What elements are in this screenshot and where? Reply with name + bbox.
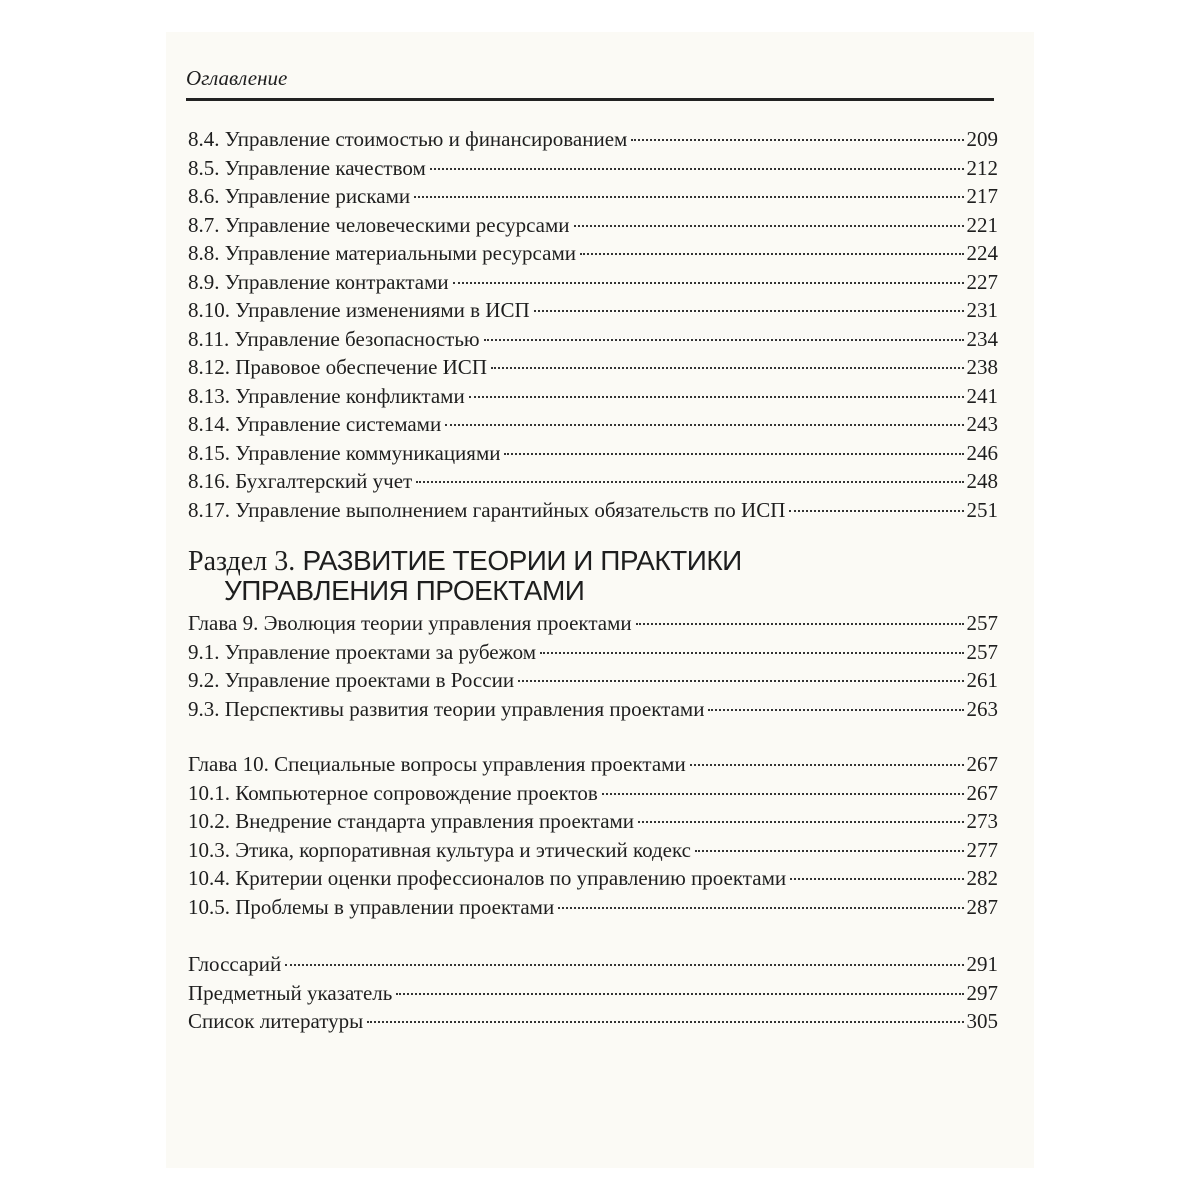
toc-entry [188,154,998,183]
toc-entry [188,353,998,382]
toc-entry [188,467,998,496]
toc-entry [188,211,998,240]
toc-entry-label: 8.17. Управление выполнением гарантийных обязательств по ИСП [188,497,786,522]
toc-entry-page: 246 [966,440,998,465]
dot-leader [491,367,964,369]
toc-list-chapter10 [188,750,998,921]
toc-entry-page: 248 [966,469,998,493]
dot-leader [534,310,964,312]
toc-entry [188,296,998,325]
dot-leader [540,652,963,654]
toc-entry-page: 277 [966,837,998,862]
toc-entry [188,1007,998,1036]
toc-entry-page: 257 [966,639,998,664]
toc-entry-label: 9.2. Управление проектами в России [188,668,515,692]
dot-leader [430,168,964,170]
dot-leader [558,907,963,909]
toc-entry-label: 9.3. Перспективы развития теории управления проектами [188,696,705,721]
toc-entry-page: 217 [966,184,998,208]
toc-entry-label: 8.16. Бухгалтерский учет [188,469,413,493]
toc-entry [188,638,998,667]
toc-entry-page: 227 [966,269,998,294]
toc-entry-page: 305 [966,1009,998,1033]
toc-entry-page: 243 [966,412,998,436]
toc-entry [188,496,998,525]
toc-list-chapter8 [188,125,998,524]
dot-leader [690,764,964,766]
toc-entry [188,979,998,1008]
dot-leader [631,139,963,141]
toc-entry [188,779,998,808]
toc-entry-page: 263 [966,696,998,721]
toc-entry-page: 209 [966,127,998,151]
toc-entry [188,695,998,724]
toc-entry [188,666,998,695]
toc-entry-label: 8.7. Управление человеческими ресурсами [188,212,570,237]
toc-entry [188,836,998,865]
toc-entry-page: 241 [966,383,998,408]
toc-entry-label: 10.4. Критерии оценки профессионалов по управлению проектами [188,866,787,890]
toc-entry-page: 238 [966,355,998,379]
dot-leader [445,424,963,426]
section-title [188,546,988,605]
toc-entry-label: 8.8. Управление материальными ресурсами [188,241,576,265]
toc-entry-label: 8.11. Управление безопасностью [188,326,480,351]
toc-entry [188,864,998,893]
section-title-line2: УПРАВЛЕНИЯ ПРОЕКТАМИ [224,575,585,606]
toc-entry-label: 8.5. Управление качеством [188,155,426,180]
toc-entry-page: 291 [966,952,998,976]
dot-leader [469,396,964,398]
toc-entry-label: 10.2. Внедрение стандарта управления проектами [188,809,635,833]
toc-entry-label: Глава 9. Эволюция теории управления проектами [188,611,632,635]
toc-entry [188,325,998,354]
toc-entry-label: 10.5. Проблемы в управлении проектами [188,894,555,919]
dot-leader [695,850,963,852]
dot-leader [574,225,964,227]
toc-entry-label: 8.14. Управление системами [188,412,442,436]
toc-entry-label: 8.6. Управление рисками [188,184,411,208]
dot-leader [636,623,964,625]
dot-leader [602,793,964,795]
toc-entry-label: 8.10. Управление изменениями в ИСП [188,298,530,322]
dot-leader [790,878,963,880]
toc-entry-page: 261 [966,668,998,692]
toc-entry-label: 10.3. Этика, корпоративная культура и этический кодекс [188,837,692,862]
toc-list-chapter9 [188,609,998,723]
toc-entry-page: 257 [966,611,998,635]
toc-entry-page: 287 [966,894,998,919]
toc-entry-page: 267 [966,780,998,805]
toc-entry-page: 221 [966,212,998,237]
toc-entry [188,410,998,439]
toc-entry [188,382,998,411]
toc-entry-label: Предметный указатель [188,980,393,1005]
toc-entry [188,950,998,979]
toc-entry [188,268,998,297]
toc-entry-page: 231 [966,298,998,322]
toc-list-back-matter [188,950,998,1036]
toc-entry [188,750,998,779]
toc-entry-page: 273 [966,809,998,833]
toc-entry-label: 8.12. Правовое обеспечение ИСП [188,355,487,379]
toc-entry-label: Список литературы [188,1009,364,1033]
toc-entry-page: 212 [966,155,998,180]
toc-entry-page: 251 [966,497,998,522]
dot-leader [518,680,963,682]
toc-entry [188,125,998,154]
toc-entry-label: 8.4. Управление стоимостью и финансированием [188,127,628,151]
toc-entry-page: 297 [966,980,998,1005]
toc-entry-page: 267 [966,752,998,776]
toc-entry-page: 282 [966,866,998,890]
toc-entry-label: 8.13. Управление конфликтами [188,383,465,408]
toc-entry [188,893,998,922]
section-title-line1: РАЗВИТИЕ ТЕОРИИ И ПРАКТИКИ [302,545,742,576]
toc-entry-page: 234 [966,326,998,351]
toc-entry-label: Глоссарий [188,952,282,976]
dot-leader [484,339,964,341]
running-title: Оглавление [186,66,288,90]
toc-entry [188,807,998,836]
dot-leader [708,709,963,711]
dot-leader [367,1021,963,1023]
dot-leader [638,821,963,823]
header-rule [186,98,994,101]
dot-leader [789,510,963,512]
dot-leader [580,253,964,255]
section-prefix: Раздел 3. [188,546,296,577]
toc-entry [188,439,998,468]
dot-leader [396,993,963,995]
dot-leader [453,282,964,284]
dot-leader [504,453,963,455]
toc-entry-label: Глава 10. Специальные вопросы управления проектами [188,752,686,776]
toc-entry-label: 8.9. Управление контрактами [188,269,449,294]
toc-entry-label: 8.15. Управление коммуникациями [188,440,501,465]
dot-leader [414,196,963,198]
toc-entry-page: 224 [966,241,998,265]
book-page [166,32,1034,1168]
toc-entry-label: 10.1. Компьютерное сопровождение проектов [188,780,598,805]
toc-entry-label: 9.1. Управление проектами за рубежом [188,639,537,664]
toc-entry [188,609,998,638]
dot-leader [416,481,963,483]
toc-entry [188,182,998,211]
toc-entry [188,239,998,268]
dot-leader [285,964,963,966]
